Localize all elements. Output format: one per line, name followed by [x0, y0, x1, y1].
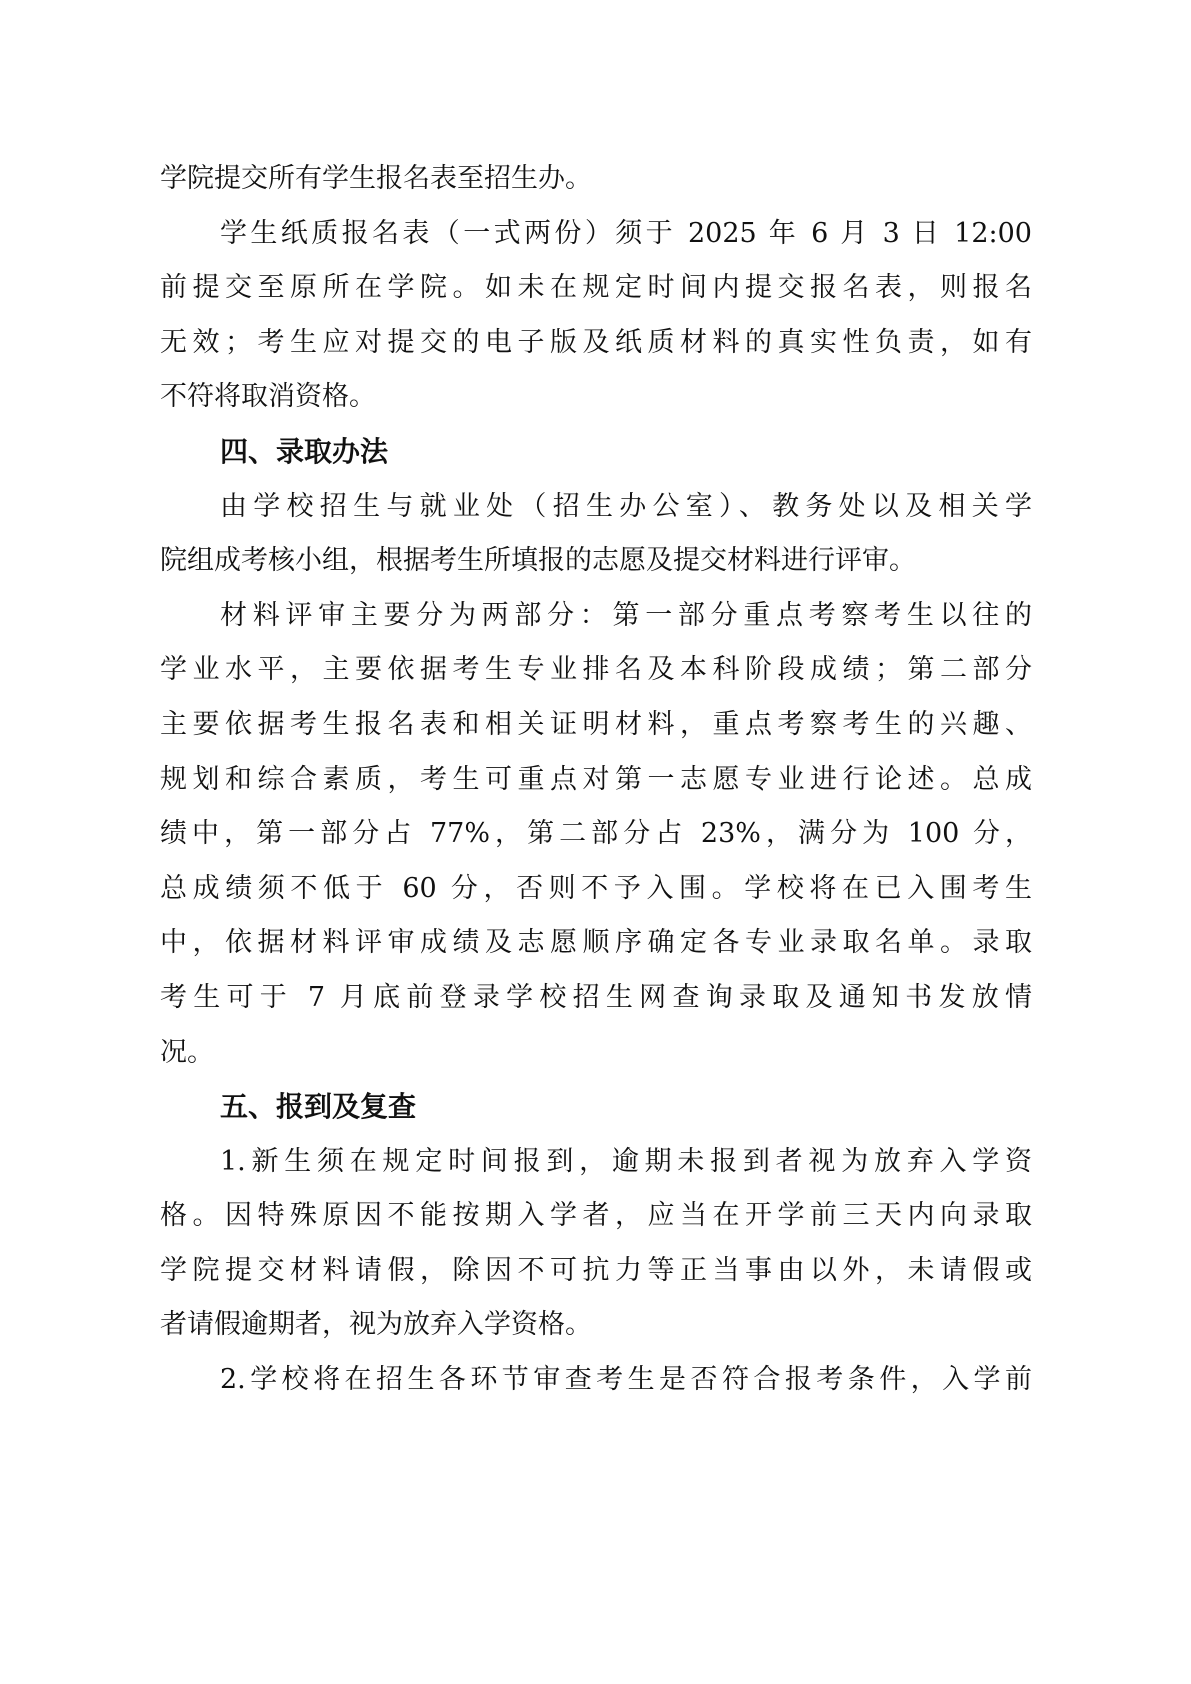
paragraph-line: 学院提交材料请假，除因不可抗力等正当事由以外，未请假或	[160, 1254, 1032, 1286]
paragraph-line: 学生纸质报名表（一式两份）须于 2025 年 6 月 3 日 12:00	[220, 217, 1032, 249]
paragraph-line: 学院提交所有学生报名表至招生办。	[160, 163, 592, 194]
section-heading-registration: 五、报到及复查	[220, 1090, 417, 1124]
paragraph-line: 不符将取消资格。	[160, 381, 376, 413]
section-heading-admission: 四、录取办法	[220, 434, 389, 468]
paragraph-line: 2.学校将在招生各环节审查考生是否符合报考条件，入学前	[220, 1364, 1032, 1396]
paragraph-line: 格。因特殊原因不能按期入学者，应当在开学前三天内向录取	[160, 1200, 1032, 1232]
paragraph-line: 前提交至原所在学院。如未在规定时间内提交报名表，则报名	[160, 272, 1032, 304]
paragraph-line: 况。	[160, 1036, 214, 1068]
paragraph-line: 由学校招生与就业处（招生办公室）、教务处以及相关学	[220, 490, 1032, 522]
paragraph-line: 规划和综合素质，考生可重点对第一志愿专业进行论述。总成	[160, 763, 1032, 795]
paragraph-line: 院组成考核小组，根据考生所填报的志愿及提交材料进行评审。	[160, 545, 916, 577]
paragraph-line: 学业水平，主要依据考生专业排名及本科阶段成绩；第二部分	[160, 654, 1032, 686]
paragraph-line: 考生可于 7 月底前登录学校招生网查询录取及通知书发放情	[160, 981, 1032, 1013]
paragraph-line: 中，依据材料评审成绩及志愿顺序确定各专业录取名单。录取	[160, 927, 1032, 959]
paragraph-line: 绩中，第一部分占 77%，第二部分占 23%，满分为 100 分，	[160, 818, 1032, 850]
paragraph-line: 总成绩须不低于 60 分，否则不予入围。学校将在已入围考生	[160, 872, 1032, 904]
paragraph-line: 1.新生须在规定时间报到，逾期未报到者视为放弃入学资	[220, 1145, 1032, 1177]
paragraph-line: 者请假逾期者，视为放弃入学资格。	[160, 1309, 592, 1341]
document-page	[160, 152, 1032, 1408]
paragraph-line: 主要依据考生报名表和相关证明材料，重点考察考生的兴趣、	[160, 708, 1032, 740]
paragraph-line: 材料评审主要分为两部分：第一部分重点考察考生以往的	[220, 599, 1032, 631]
paragraph-line: 无效；考生应对提交的电子版及纸质材料的真实性负责，如有	[160, 326, 1032, 358]
